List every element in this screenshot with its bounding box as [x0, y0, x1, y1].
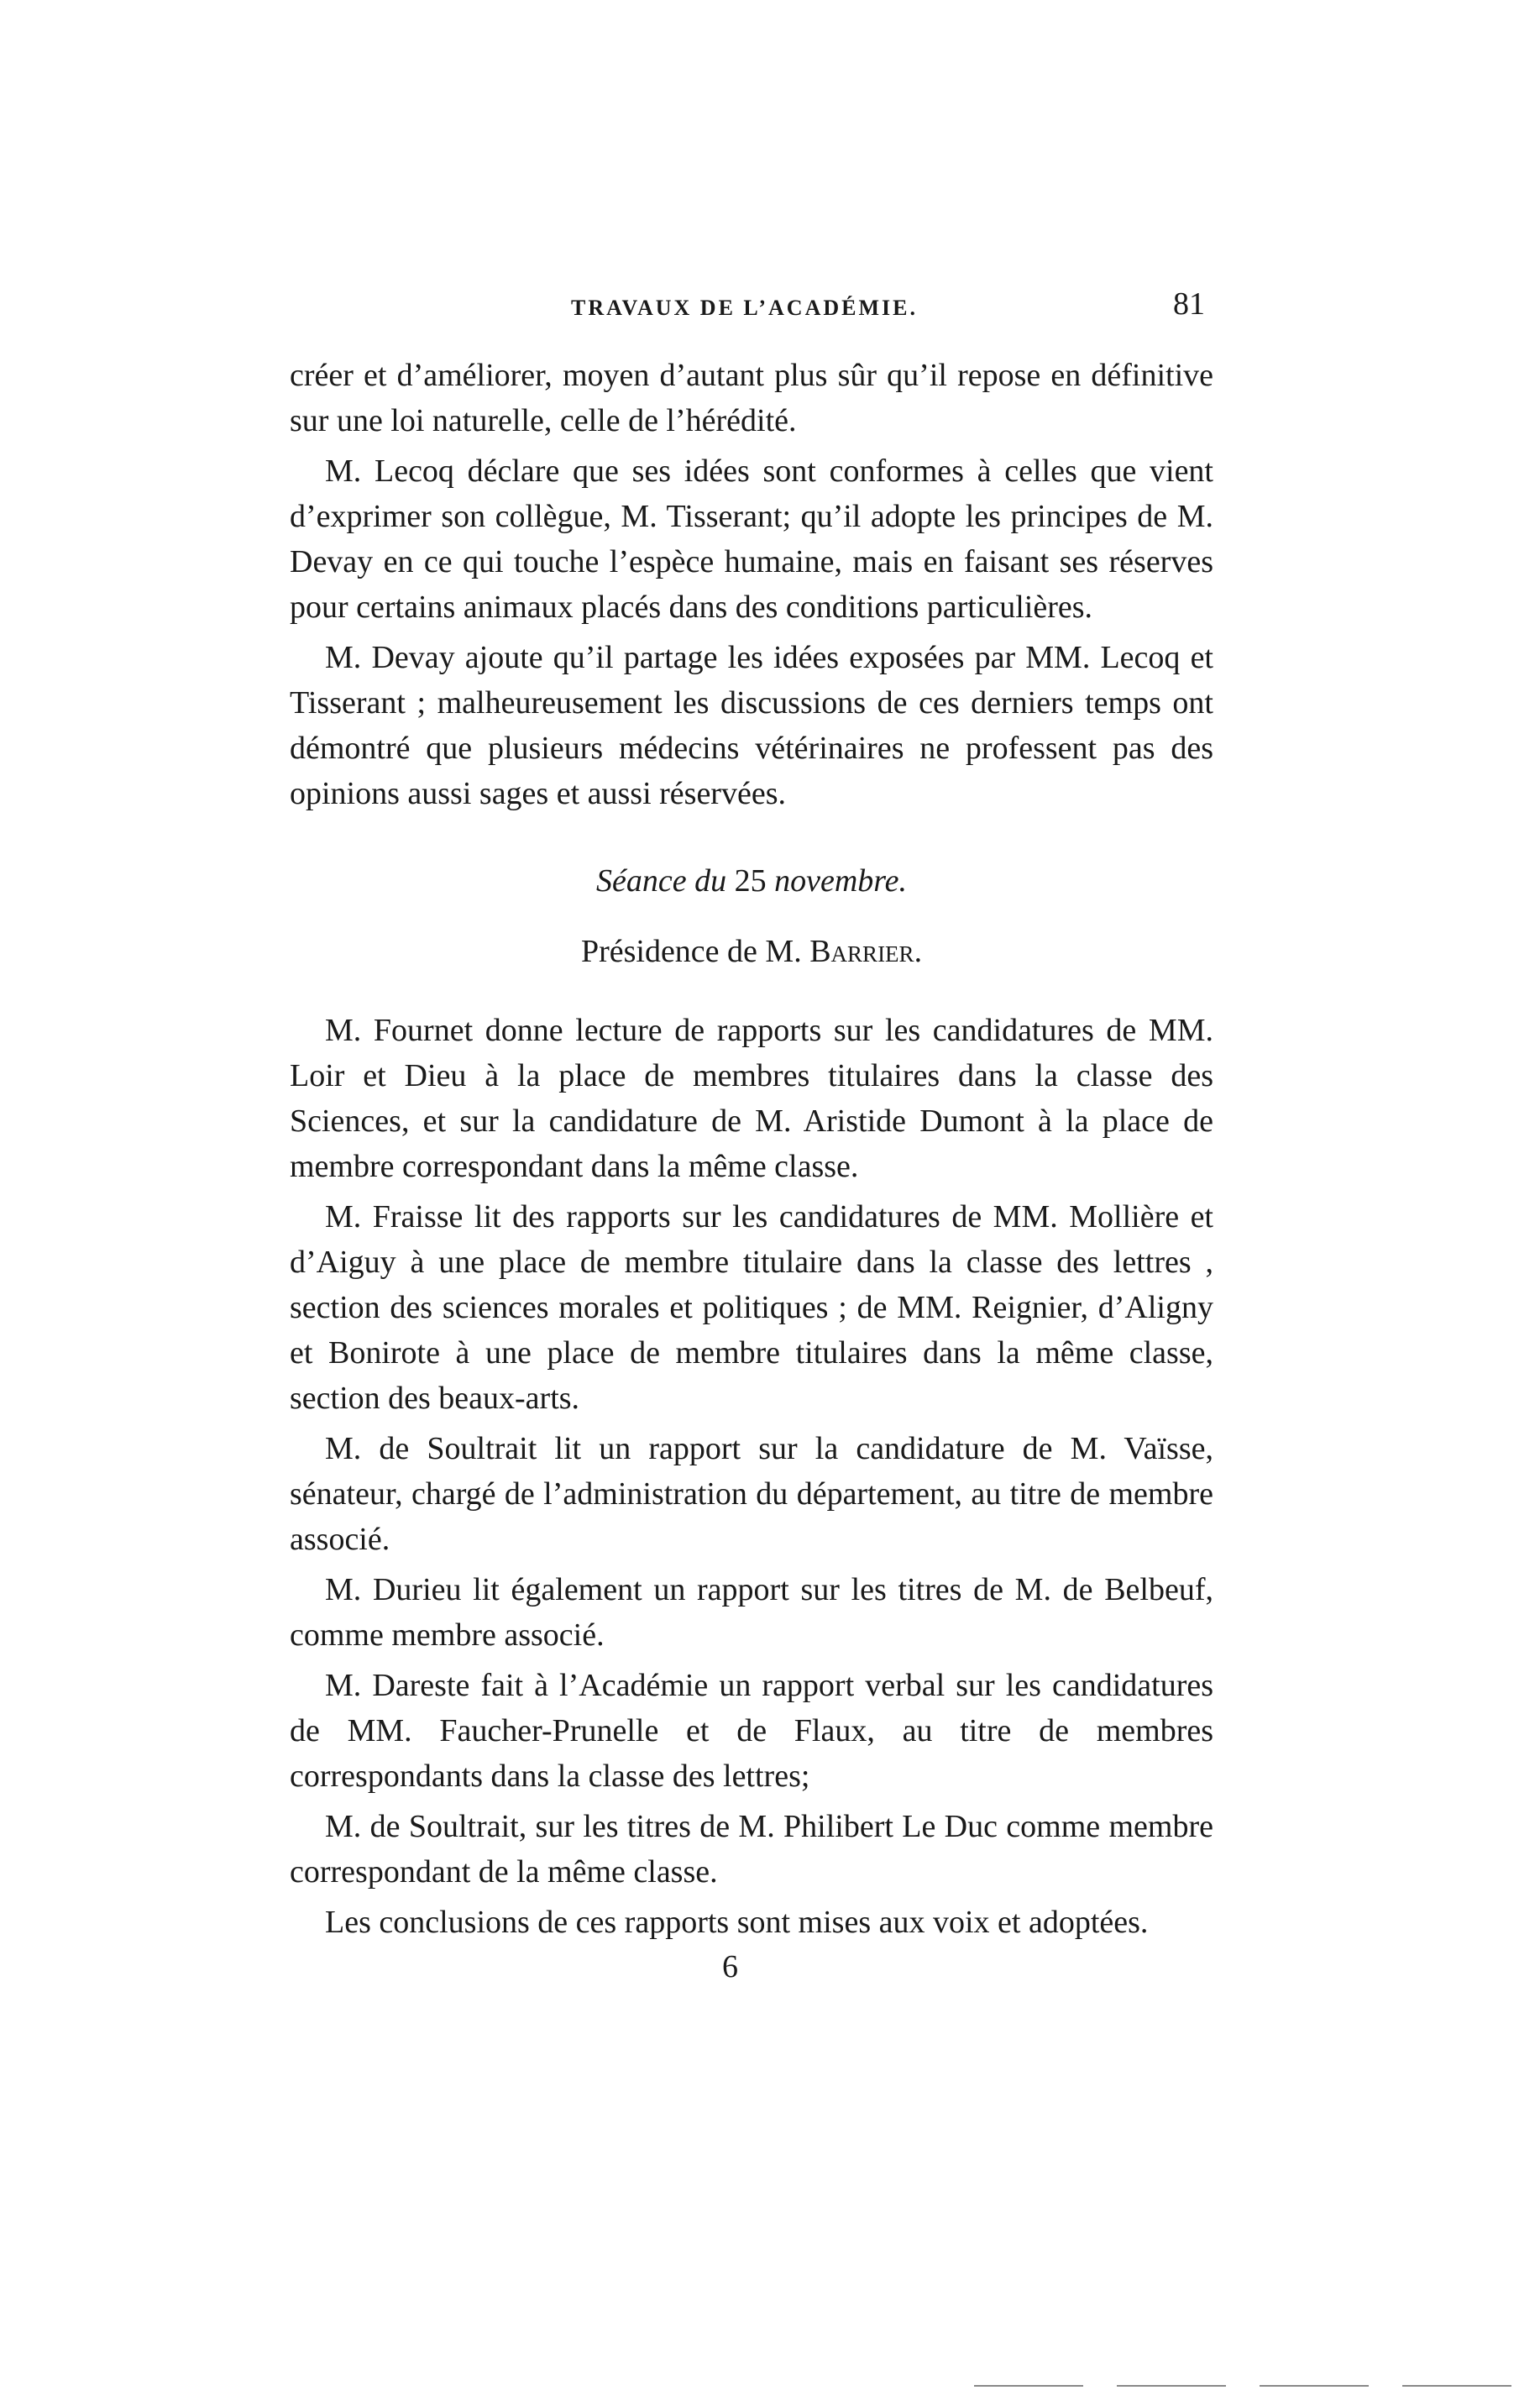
paragraph-soultrait-vaisse: M. de Soultrait lit un rapport sur la candidature de M. Vaïsse, sénateur, chargé de l’administration du département, au titre de membre associé. [290, 1431, 1213, 1557]
session-title-suffix: novembre. [766, 863, 908, 899]
presidence-prefix: Présidence de M. [580, 934, 810, 969]
paragraph-soultrait-leduc: M. de Soultrait, sur les titres de M. Philibert Le Duc comme membre correspondant de la même classe. [290, 1809, 1213, 1890]
paragraph-dareste: M. Dareste fait à l’Académie un rapport verbal sur les candidatures de MM. Faucher-Prunelle et de Flaux, au titre de membres correspondants dans la classe des lettres; [290, 1668, 1213, 1794]
paragraph-lecoq: M. Lecoq déclare que ses idées sont conformes à celles que vient d’exprimer son collègue, M. Tisserant; qu’il adopte les principes de M. Devay en ce qui touche l’espèce humaine, mais en faisant ses réserves pour certains animaux placés dans des conditions particulières. [290, 453, 1213, 625]
session-title-prefix: Séance du [595, 863, 735, 899]
session-title [290, 858, 1213, 904]
body-text [290, 353, 1213, 1945]
paragraph-fraisse: M. Fraisse lit des rapports sur les candidatures de MM. Mollière et d’Aiguy à une place de membre titulaire dans la classe des lettres , section des sciences morales et politiques ; de MM. Reignier, d’Aligny et Bonirote à une place de membre titulaires dans la même classe, section des beaux-arts. [290, 1199, 1213, 1416]
edge-mark [1117, 2385, 1226, 2388]
page-number: 81 [1173, 286, 1205, 322]
presidence-line [290, 929, 1213, 974]
paragraph-devay: M. Devay ajoute qu’il partage les idées exposées par MM. Lecoq et Tisserant ; malheureusement les discussions de ces derniers temps ont démontré que plusieurs médecins vétérinaires ne professent pas des opinions aussi sages et aussi réservées. [290, 640, 1213, 811]
page [290, 286, 1213, 1950]
paragraph-durieu: M. Durieu lit également un rapport sur les titres de M. de Belbeuf, comme membre associé. [290, 1572, 1213, 1653]
edge-mark [1260, 2385, 1369, 2388]
running-head [290, 286, 1213, 336]
presidence-suffix: . [914, 934, 923, 969]
presidence-name: Barrier [809, 934, 914, 969]
paragraph-continuation: créer et d’améliorer, moyen d’autant plus sûr qu’il repose en définitive sur une loi naturelle, celle de l’hérédité. [290, 358, 1213, 438]
session-title-date: 25 [734, 863, 767, 899]
running-title: TRAVAUX DE L’ACADÉMIE. [571, 296, 918, 320]
paragraph-conclusions: Les conclusions de ces rapports sont mises aux voix et adoptées. [325, 1905, 1149, 1940]
paragraph-fournet: M. Fournet donne lecture de rapports sur les candidatures de MM. Loir et Dieu à la place de membres titulaires dans la classe des Sciences, et sur la candidature de M. Aristide Dumont à la place de membre correspondant dans la même classe. [290, 1013, 1213, 1184]
edge-mark [1402, 2385, 1511, 2388]
edge-mark [974, 2385, 1083, 2388]
signature-mark: 6 [722, 1949, 738, 1984]
page-edge-marks [974, 2385, 1511, 2388]
